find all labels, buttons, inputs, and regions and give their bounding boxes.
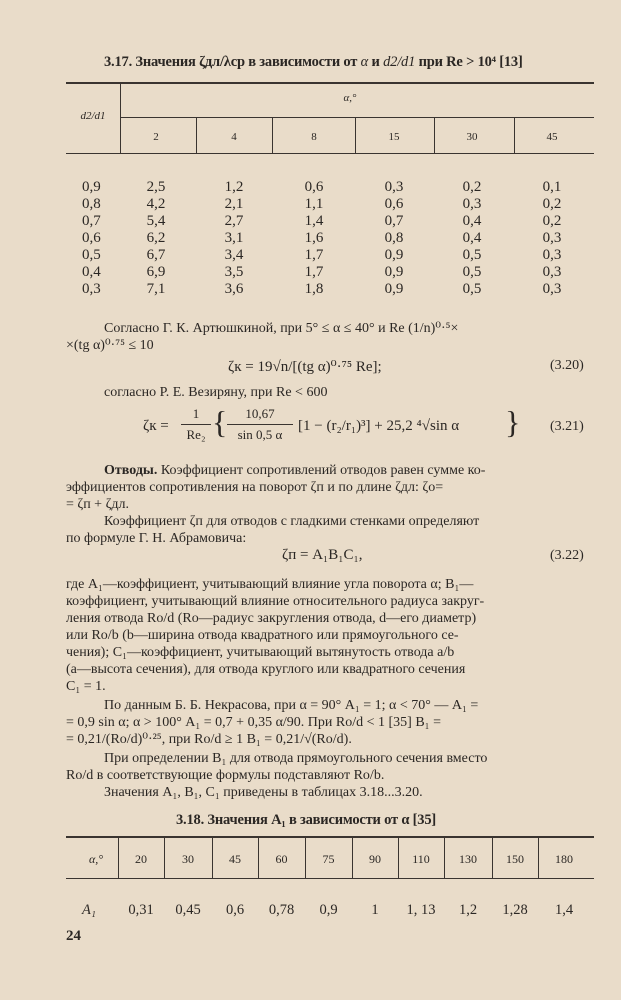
table-cell: 0,3 [462, 196, 482, 212]
paragraph-definitions: где A₁—коэффициент, учитывающий влияние угла поворота α; B₁— [66, 577, 474, 592]
table-cell: 1,6 [304, 230, 324, 246]
equation-number: (3.21) [550, 419, 584, 434]
paragraph-rectangular: При определении B₁ для отвода прямоугольного сечения вместо [104, 751, 488, 766]
ratio-cell: 0,8 [82, 196, 101, 212]
table2-value: 1, 13 [406, 902, 436, 918]
angle-header: 15 [388, 131, 400, 143]
paragraph-veziryan: согласно Р. Е. Везиряну, при Re < 600 [104, 385, 328, 400]
table-cell: 0,5 [462, 281, 482, 297]
table-cell: 0,4 [462, 213, 482, 229]
table2-angle-header: 60 [275, 852, 288, 866]
table2-value: 0,45 [175, 902, 201, 918]
table-stub-divider [120, 84, 121, 153]
paragraph-artyushkina-cont: ×(tg α)⁰·⁷⁵ ≤ 10 [66, 338, 154, 353]
table2-angle-header: 130 [459, 852, 477, 866]
table-cell: 0,5 [462, 247, 482, 263]
table-cell: 6,7 [146, 247, 166, 263]
table-cell: 6,9 [146, 264, 166, 280]
table2-top-rule [66, 836, 594, 838]
table2-angle-header: 45 [229, 852, 241, 866]
table-cell: 0,2 [542, 213, 562, 229]
table-cell: 5,4 [146, 213, 166, 229]
table-cell: 0,2 [462, 179, 482, 195]
table-cell: 0,9 [384, 281, 404, 297]
table-cell: 0,6 [304, 179, 324, 195]
table-cell: 1,7 [304, 264, 324, 280]
table2-value: 1,2 [458, 902, 478, 918]
table-cell: 4,2 [146, 196, 166, 212]
table-cell: 0,2 [542, 196, 562, 212]
page-number: 24 [66, 928, 81, 944]
table-cell: 3,1 [224, 230, 244, 246]
table-cell: 6,2 [146, 230, 166, 246]
angle-header: 8 [311, 131, 317, 143]
table-cell: 3,5 [224, 264, 244, 280]
table-cell: 1,2 [224, 179, 244, 195]
table-cell: 1,8 [304, 281, 324, 297]
table-header-divider [120, 117, 594, 118]
table-cell: 0,6 [384, 196, 404, 212]
equation-3-22: ζп = A₁B₁C₁, [282, 547, 363, 563]
table-cell: 0,9 [384, 264, 404, 280]
table-header-bottom-rule [66, 153, 594, 154]
book-page: 3.17. Значения ζдл/λср в зависимости от α и d2/d1 при Re > 10⁴ [13] d2/d1 α,° 2 4 8 15 30 45 0,9 2,5 1,2 0,6 0,3 0,2 0,1 0,8 4,2 2,1 1,1 0,6 0,3 0,2 0,7 5,4 2,7 1,4 0,7 0,4 0,2 0,6 6,2 3,1 1,6 0,8 0,4 0,3 0,5 6,7 3,4 1,7 0,9 0,5 0,3 0,4 6,9 3,5 1,7 0,9 0,5 0,3 0,3 7,1 3,6 1,8 0,9 0,5 0,3 Согласно Г. К. Артюшкиной, при 5° ≤ α ≤ 40° и Re (1/n)⁰·⁵× ×(tg α)⁰·⁷⁵ ≤ 10 ζк = 19√n/[(tg α)⁰·⁷⁵ Re]; (3.20) согласно Р. Е. Везиряну, при Re < 600 ζк = 1 Re₂ { 10,67 sin 0,5 α [1 − (r₂/r₁)³] + 25,2 ⁴√sin α } (3.21) Отводы. Коэффициент сопротивлений отводов равен сумме ко- эффициентов сопротивления на поворот ζп и по длине ζдл: ζо= = ζп + ζдл. Коэффициент ζп для отводов с гладкими стенками определяют по формуле Г. Н. Абрамовича: ζп = A₁B₁C₁, (3.22) где A₁—коэффициент, учитывающий влияние угла поворота α; B₁— коэффициент, учитывающий влияние относительного радиуса закруг- ления отвода Rо/d (Rо—радиус закругления отвода, d—его диаметр) или Rо/b (b—ширина отвода квадратного или прямоугольного се- чения); C₁—коэффициент, учитывающий вытянутость отвода a/b (a—высота сечения), для отвода круглого или квадратного сечения C₁ = 1. По данным Б. Б. Некрасова, при α = 90° A₁ = 1; α < 70° — A₁ = = 0,9 sin α; α > 100° A₁ = 0,7 + 0,35 α/90. При Rо/d < 1 [35] B₁ = = 0,21/(Rо/d)⁰·²⁵, при Rо/d ≥ 1 B₁ = 0,21/√(Rо/d). При определении B₁ для отвода прямоугольного сечения вместо Rо/d в соответствующие формулы подставляют Rо/b. Значения A₁, B₁, C₁ приведены в таблицах 3.18...3.20. 3.18. Значения A₁ в зависимости от α [35] α,° 20 0,31 30 0,45 45 0,6 60 0,78 75 0,9 90 1 110 1, 13 130 1,2 150 1,28 180 1,4 A₁ 24 [0, 0, 621, 1000]
angle-header: 30 [466, 131, 478, 143]
ratio-cell: 0,3 [82, 281, 101, 297]
ratio-cell: 0,9 [82, 179, 101, 195]
table2-angle-header: 90 [369, 852, 381, 866]
table-cell: 7,1 [146, 281, 166, 297]
ratio-cell: 0,5 [82, 247, 101, 263]
table-cell: 1,7 [304, 247, 324, 263]
table2-value: 1,28 [502, 902, 528, 918]
table2-value-label: A₁ [82, 902, 96, 918]
angle-header: 4 [231, 131, 237, 143]
table-cell: 3,4 [224, 247, 244, 263]
table-cell: 0,5 [462, 264, 482, 280]
table-3-17-caption: 3.17. Значения ζдл/λср в зависимости от α и d2/d1 при Re > 10⁴ [13] [104, 54, 523, 70]
table-cell: 2,7 [224, 213, 244, 229]
table2-value: 0,78 [268, 902, 295, 918]
table-cell: 0,3 [542, 264, 562, 280]
table2-value: 0,6 [225, 902, 245, 918]
table-cell: 0,3 [542, 281, 562, 297]
table-cell: 3,6 [224, 281, 244, 297]
table2-value: 0,9 [319, 902, 338, 918]
angle-header: 2 [153, 131, 159, 143]
equation-3-20: ζк = 19√n/[(tg α)⁰·⁷⁵ Re]; [228, 359, 382, 375]
table-cell: 0,3 [384, 179, 404, 195]
table2-value: 0,31 [128, 902, 154, 918]
group-header-alpha: α,° [343, 92, 357, 104]
paragraph-otvody: Отводы. Коэффициент сопротивлений отводов равен сумме ко- [104, 463, 486, 478]
table-cell: 2,1 [224, 196, 244, 212]
table-cell: 0,1 [542, 179, 562, 195]
table-cell: 0,8 [384, 230, 404, 246]
table2-angle-header: 75 [322, 852, 335, 866]
table-cell: 0,7 [384, 213, 404, 229]
equation-number: (3.22) [550, 548, 584, 563]
table-top-rule [66, 82, 594, 84]
table2-row-label: α,° [88, 852, 104, 866]
table-cell: 0,4 [462, 230, 482, 246]
paragraph-values-ref: Значения A₁, B₁, C₁ приведены в таблицах 3.18...3.20. [104, 785, 423, 800]
table2-value: 1,4 [554, 902, 574, 918]
equation-number: (3.20) [550, 358, 584, 373]
table2-angle-header: 30 [182, 852, 194, 866]
table-cell: 0,3 [542, 247, 562, 263]
table2-angle-header: 150 [506, 852, 524, 866]
table2-angle-header: 110 [412, 852, 430, 866]
table-cell: 1,1 [304, 196, 324, 212]
row-header-d2-d1: d2/d1 [80, 110, 106, 122]
table2-angle-header: 180 [555, 852, 573, 866]
paragraph-abramovich: Коэффициент ζп для отводов с гладкими стенками определяют [104, 514, 480, 529]
table2-value: 1 [371, 902, 379, 918]
table-cell: 2,5 [146, 179, 166, 195]
table2-angle-header: 20 [135, 852, 147, 866]
ratio-cell: 0,4 [82, 264, 101, 280]
paragraph-nekrasov: По данным Б. Б. Некрасова, при α = 90° A₁ = 1; α < 70° — A₁ = [104, 698, 479, 713]
paragraph-artyushkina: Согласно Г. К. Артюшкиной, при 5° ≤ α ≤ 40° и Re (1/n)⁰·⁵× [104, 321, 459, 336]
table2-header-rule [66, 878, 594, 879]
table-3-18-caption: 3.18. Значения A₁ в зависимости от α [35] [176, 812, 437, 828]
table-cell: 1,4 [304, 213, 324, 229]
table-cell: 0,3 [542, 230, 562, 246]
ratio-cell: 0,6 [82, 230, 101, 246]
ratio-cell: 0,7 [82, 213, 101, 229]
table-cell: 0,9 [384, 247, 404, 263]
angle-header: 45 [546, 131, 558, 143]
